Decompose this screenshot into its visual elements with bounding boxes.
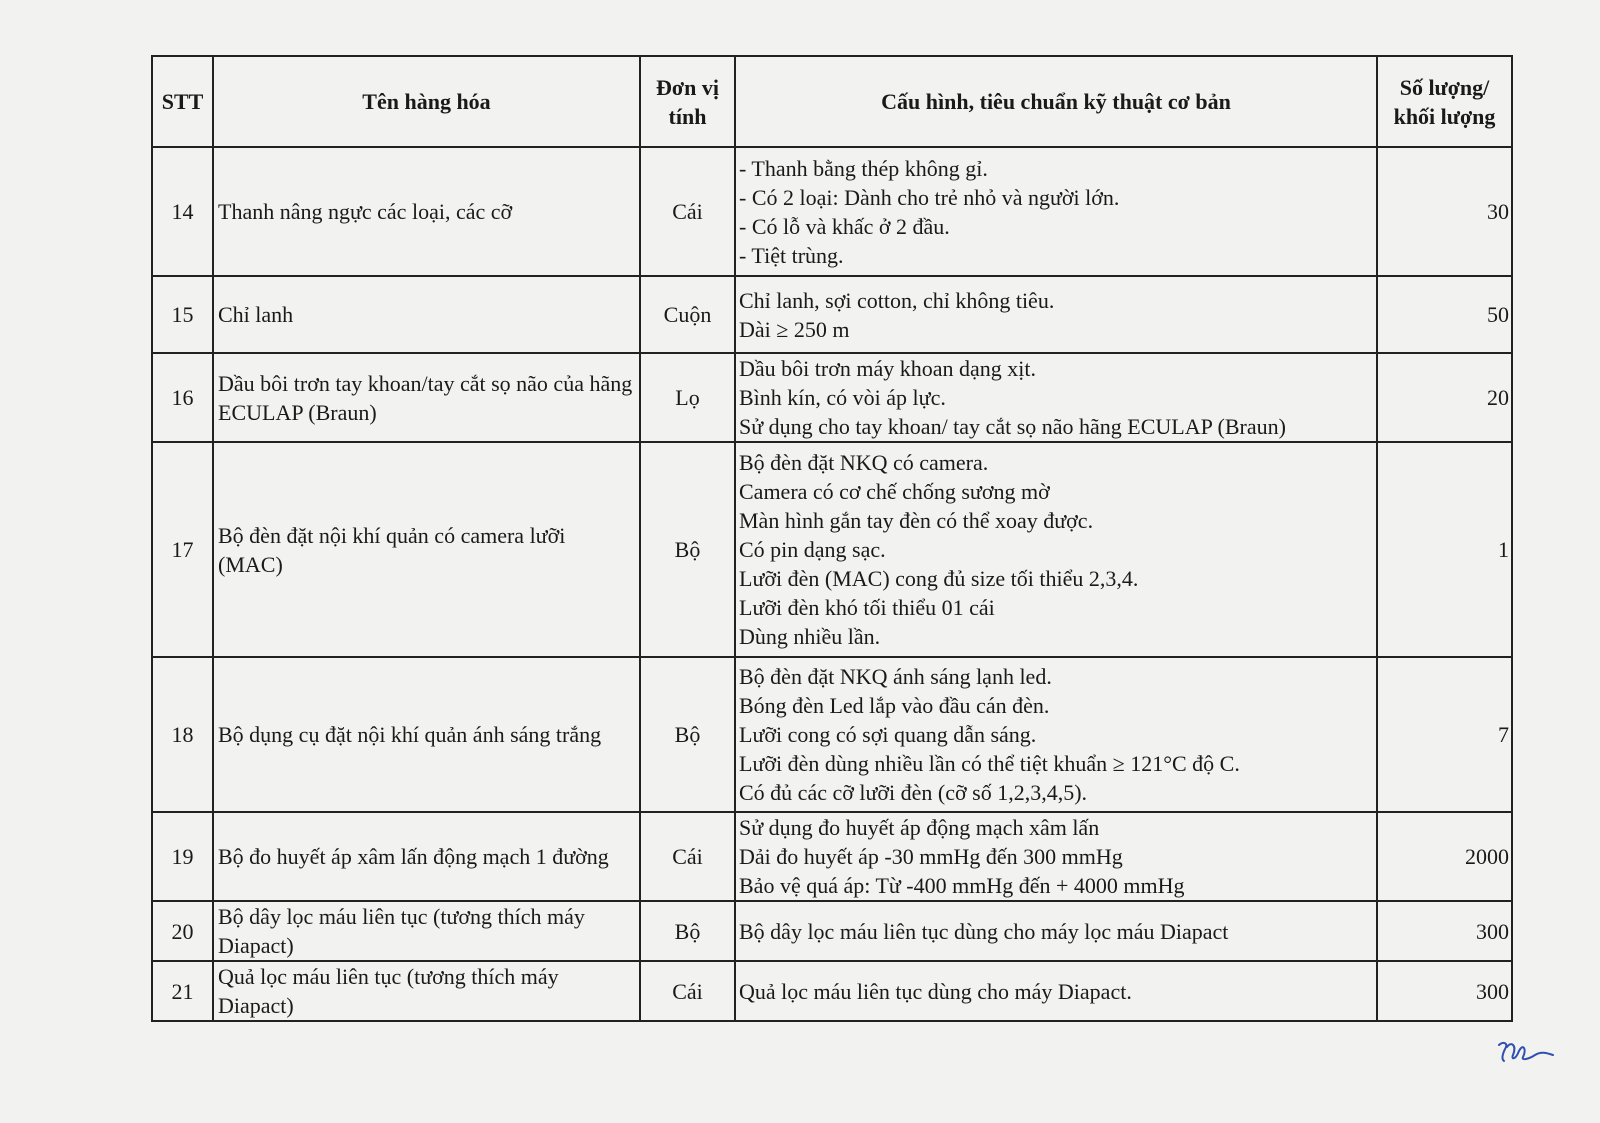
row-spec [735, 353, 1377, 442]
header-unit: Đơn vị tính [640, 56, 735, 147]
spec-line: Quả lọc máu liên tục dùng cho máy Diapact. [739, 978, 1132, 1004]
row-name: Bộ dụng cụ đặt nội khí quản ánh sáng trắng [213, 657, 640, 812]
row-stt: 19 [152, 812, 213, 901]
row-spec [735, 657, 1377, 812]
table-row [152, 442, 1512, 657]
row-name: Chỉ lanh [213, 276, 640, 353]
spec-line: Sử dụng đo huyết áp động mạch xâm lấn [739, 815, 1100, 840]
row-name: Dầu bôi trơn tay khoan/tay cắt sọ não của hãng ECULAP (Braun) [213, 353, 640, 442]
row-unit: Cái [640, 812, 735, 901]
spec-line: Lưỡi đèn dùng nhiều lần có thể tiệt khuẩn ≥ 121°C độ C. [739, 751, 1240, 776]
row-qty: 50 [1377, 276, 1512, 353]
row-qty: 2000 [1377, 812, 1512, 901]
row-qty: 7 [1377, 657, 1512, 812]
handwritten-initials-signature-icon [1495, 1035, 1557, 1065]
row-spec [735, 961, 1377, 1021]
spec-line: Có đủ các cỡ lưỡi đèn (cỡ số 1,2,3,4,5). [739, 780, 1088, 805]
row-stt: 20 [152, 901, 213, 961]
row-spec [735, 812, 1377, 901]
spec-line: Có pin dạng sạc. [739, 537, 886, 562]
spec-line: - Có 2 loại: Dành cho trẻ nhỏ và người lớn. [739, 184, 1120, 210]
spec-line: Lưỡi đèn (MAC) cong đủ size tối thiểu 2,3,4. [739, 566, 1139, 591]
spec-line: Dải đo huyết áp -30 mmHg đến 300 mmHg [739, 844, 1123, 869]
spec-line: Sử dụng cho tay khoan/ tay cắt sọ não hãng ECULAP (Braun) [739, 414, 1286, 439]
row-unit: Lọ [640, 353, 735, 442]
row-qty: 300 [1377, 961, 1512, 1021]
row-name: Bộ đèn đặt nội khí quản có camera lưỡi (MAC) [213, 442, 640, 657]
spec-line: Màn hình gắn tay đèn có thể xoay được. [739, 508, 1094, 533]
table-row [152, 812, 1512, 901]
row-unit: Cuộn [640, 276, 735, 353]
header-name: Tên hàng hóa [213, 56, 640, 147]
row-unit: Bộ [640, 901, 735, 961]
row-unit: Bộ [640, 657, 735, 812]
row-stt: 16 [152, 353, 213, 442]
header-spec: Cấu hình, tiêu chuẩn kỹ thuật cơ bản [735, 56, 1377, 147]
table-row [152, 353, 1512, 442]
spec-line: Dùng nhiều lần. [739, 624, 881, 649]
goods-spec-table [151, 55, 1513, 1022]
spec-line: Bóng đèn Led lắp vào đầu cán đèn. [739, 693, 1050, 718]
row-name: Quả lọc máu liên tục (tương thích máy Diapact) [213, 961, 640, 1021]
row-spec [735, 276, 1377, 353]
table-row [152, 961, 1512, 1021]
spec-line: Chỉ lanh, sợi cotton, chỉ không tiêu. [739, 287, 1055, 313]
row-stt: 18 [152, 657, 213, 812]
row-stt: 14 [152, 147, 213, 276]
row-qty: 300 [1377, 901, 1512, 961]
header-stt: STT [152, 56, 213, 147]
header-qty: Số lượng/ khối lượng [1377, 56, 1512, 147]
row-stt: 15 [152, 276, 213, 353]
spec-line: Lưỡi cong có sợi quang dẫn sáng. [739, 722, 1037, 747]
row-name: Bộ dây lọc máu liên tục (tương thích máy Diapact) [213, 901, 640, 961]
spec-line: Bộ dây lọc máu liên tục dùng cho máy lọc máu Diapact [739, 918, 1229, 944]
row-spec [735, 147, 1377, 276]
row-stt: 17 [152, 442, 213, 657]
row-unit: Bộ [640, 442, 735, 657]
row-qty: 1 [1377, 442, 1512, 657]
spec-line: Bộ đèn đặt NKQ có camera. [739, 450, 989, 475]
spec-line: Dầu bôi trơn máy khoan dạng xịt. [739, 356, 1036, 381]
spec-line: Dài ≥ 250 m [739, 316, 850, 342]
spec-line: Camera có cơ chế chống sương mờ [739, 479, 1050, 504]
row-unit: Cái [640, 961, 735, 1021]
spec-line: - Thanh bằng thép không gỉ. [739, 155, 988, 181]
spec-line: Bảo vệ quá áp: Từ -400 mmHg đến + 4000 mmHg [739, 873, 1185, 898]
spec-line: - Có lỗ và khấc ở 2 đầu. [739, 213, 950, 239]
table-header-row [152, 56, 1512, 147]
row-stt: 21 [152, 961, 213, 1021]
row-name: Thanh nâng ngực các loại, các cỡ [213, 147, 640, 276]
spec-line: Bình kín, có vòi áp lực. [739, 385, 946, 410]
spec-line: Bộ đèn đặt NKQ ánh sáng lạnh led. [739, 664, 1052, 689]
table-row [152, 276, 1512, 353]
row-qty: 20 [1377, 353, 1512, 442]
row-spec [735, 442, 1377, 657]
row-qty: 30 [1377, 147, 1512, 276]
spec-line: - Tiệt trùng. [739, 242, 844, 268]
row-unit: Cái [640, 147, 735, 276]
row-spec [735, 901, 1377, 961]
table-row [152, 657, 1512, 812]
table-row [152, 147, 1512, 276]
spec-line: Lưỡi đèn khó tối thiểu 01 cái [739, 595, 995, 620]
row-name: Bộ đo huyết áp xâm lấn động mạch 1 đường [213, 812, 640, 901]
table-row [152, 901, 1512, 961]
table-body [152, 147, 1512, 1021]
